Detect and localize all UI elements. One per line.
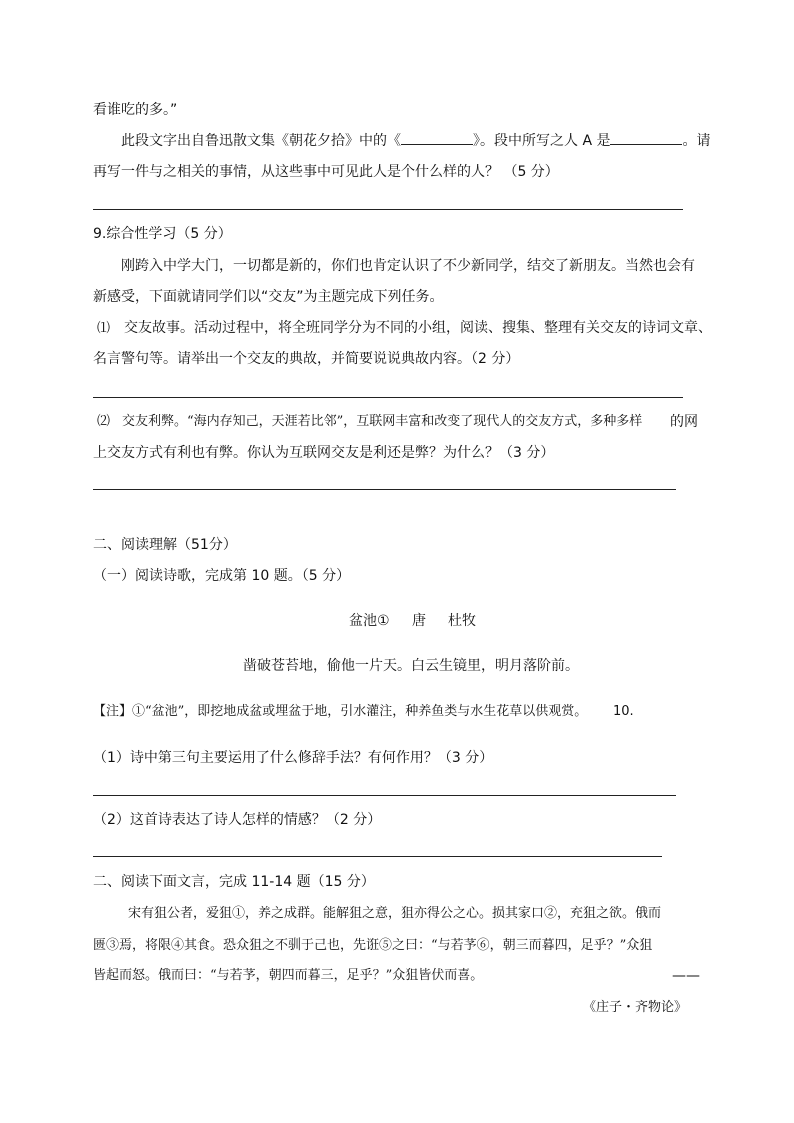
classical-text-line: 宋有狙公者，爱狙①，养之成群。能解狙之意，狙亦得公之心。损其家口②，充狙之欲。俄而 xyxy=(128,906,662,921)
question-8-line1 xyxy=(121,131,710,151)
question-9-1-line1 xyxy=(97,318,712,339)
question-9-2-line2: 上交友方式有利也有弊。你认为互联网交友是利还是弊？为什么？（3 分） xyxy=(93,445,555,461)
question-10-2: （2）这首诗表达了诗人怎样的情感？（2 分） xyxy=(93,812,382,828)
question-8-line2: 再写一件与之相关的事情，从这些事中可见此人是个什么样的人？ （5 分） xyxy=(93,164,559,180)
poem-note: 【注】①“盆池”，即挖地成盆或埋盆于地，引水灌注，种养鱼类与水生花草以供观赏。 xyxy=(93,704,588,719)
dash: —— xyxy=(672,968,700,984)
question-text: 。请 xyxy=(682,133,711,149)
section-heading: 9.综合性学习（5 分） xyxy=(93,226,232,242)
question-text: 》。段中所写之人 A 是 xyxy=(473,133,611,149)
subsection-heading: （一）阅读诗歌，完成第 10 题。（5 分） xyxy=(93,568,351,584)
poem-title: 盆池① xyxy=(349,613,390,629)
question-number: 10. xyxy=(613,704,634,719)
part-heading: 二、阅读理解（51分） xyxy=(93,537,237,553)
question-text: 的网 xyxy=(670,414,698,430)
intro-line: 刚跨入中学大门，一切都是新的，你们也肯定认识了不少新同学，结交了新朋友。当然也会有 xyxy=(121,258,695,274)
classical-text-line: 皆起而怒。俄而曰：“与若芧，朝四而暮三，足乎？”众狙皆伏而喜。 xyxy=(93,968,484,983)
question-number: ⑴ xyxy=(97,321,111,336)
classical-text-line: 匮③焉，将限④其食。恐众狙之不驯于己也，先诳⑤之曰：“与若芧⑥，朝三而暮四，足乎？”众狙 xyxy=(93,938,653,953)
question-9-1-line2: 名言警句等。请举出一个交友的典故，并简要说说典故内容。（2 分） xyxy=(93,351,520,367)
answer-line[interactable] xyxy=(93,795,676,796)
question-text: 交友故事。活动过程中，将全班同学分为不同的小组，阅读、搜集、整理有关交友的诗词文章、 xyxy=(124,320,713,336)
intro-line: 新感受，下面就请同学们以“交友”为主题完成下列任务。 xyxy=(93,289,444,305)
question-text: 此段文字出自鲁迅散文集《朝花夕拾》中的《 xyxy=(121,133,401,149)
question-text: 交友利弊。“海内存知己，天涯若比邻”，互联网丰富和改变了现代人的交友方式，多种多样 xyxy=(122,414,643,429)
poem-author: 杜牧 xyxy=(448,613,476,629)
answer-line[interactable] xyxy=(93,209,683,210)
question-10-1: （1）诗中第三句主要运用了什么修辞手法？有何作用？（3 分） xyxy=(93,750,494,766)
answer-line[interactable] xyxy=(93,489,676,490)
poem-dynasty: 唐 xyxy=(412,613,426,629)
poem-text: 凿破苍苔地，偷他一片天。白云生镜里，明月落阶前。 xyxy=(243,658,579,674)
source-citation: 《庄子・齐物论》 xyxy=(583,1000,688,1015)
answer-line[interactable] xyxy=(93,397,683,398)
answer-blank[interactable] xyxy=(610,144,682,145)
subsection-heading: 二、阅读下面文言，完成 11-14 题（15 分） xyxy=(93,874,375,890)
question-number: ⑵ xyxy=(97,414,111,429)
answer-line[interactable] xyxy=(93,856,662,857)
text-line: 看谁吃的多。” xyxy=(93,102,178,118)
answer-blank[interactable] xyxy=(401,144,473,145)
question-9-2-line1 xyxy=(97,412,642,432)
